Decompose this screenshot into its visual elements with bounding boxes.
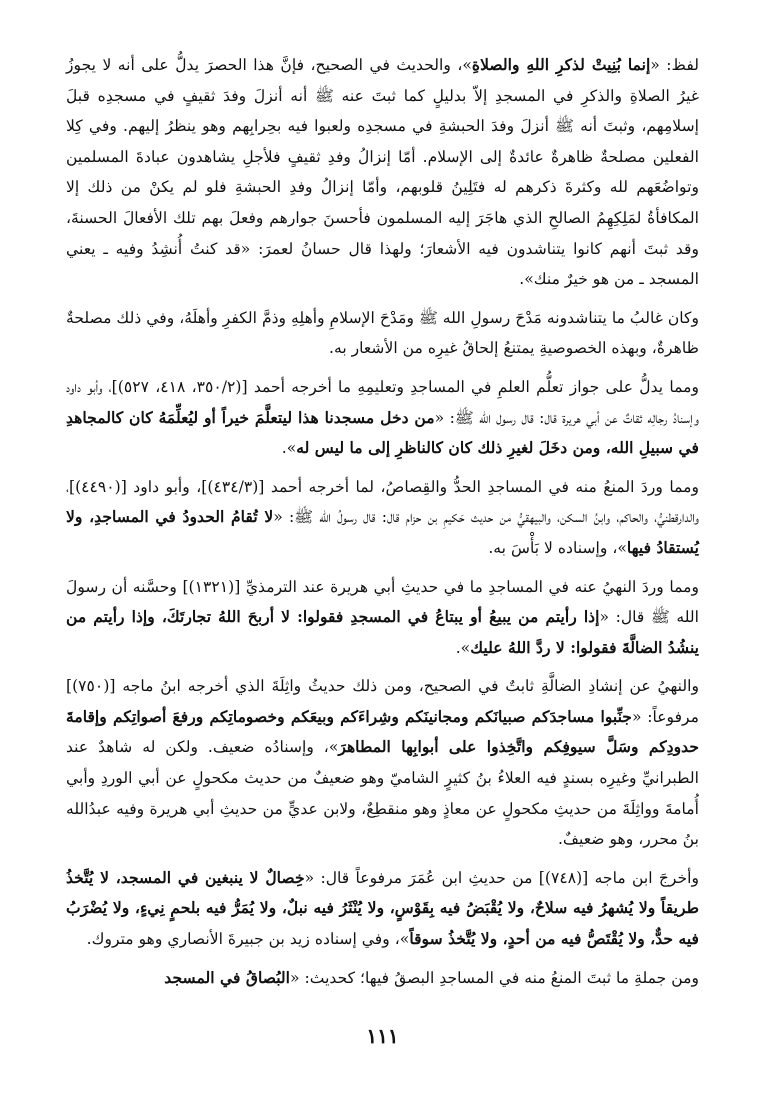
paragraph-text: »، وإسنادُه ضعيف. ولكن له شاهدٌ عند الطبرانيِّ وغيرِه بسندٍ فيه العلاءُ بنُ كثيرٍ الشاميّ وهو ضعيفٌ من حديث مكحولٍ عن أبي الوردِ وأبي أُمامةَ وواثِلَةَ من حديثِ مكحولٍ عن معاذٍ وهو منقطِعٌ، ولابن عديٍّ من حديثِ أبي هريرة وفيه عبدُالله بنُ محرر، وهو ضعيفٌ.: [66, 738, 699, 849]
paragraph-text: ».: [455, 638, 471, 657]
paragraph-text: ».: [281, 439, 297, 458]
page-number: ١١١: [366, 1024, 399, 1048]
paragraph: [66, 372, 699, 464]
paragraph: [66, 671, 699, 855]
paragraph-text: وكان غالبُ ما يتناشدونه مَدْحَ رسولِ الله ﷺ ومَدْحَ الإسلامِ وأهلِهِ وذمَّ الكفرِ وأهلَهُ، وفي ذلك مصلحةٌ ظاهرةٌ، وبهذه الخصوصيةِ يمتنعُ إلحاقُ غيرِه من الأشعار به.: [66, 308, 699, 358]
paragraph-text: لفظ: «: [650, 56, 699, 74]
hadith-quote-text: جنِّبوا مساجدَكم صبيانَكم ومجانينَكم وشِراءَكم وبيعَكم وخصوماتِكم ورفعَ أصواتِكم وإقامةَ حدودِكم وسَلَّ سيوفِكم واتَّخِذوا على أبوابِها المطاهرَ: [66, 706, 699, 757]
hadith-quote-text: البُصاقُ في المسجد: [164, 967, 291, 987]
paragraph-text: ومن جملةِ ما ثبتَ المنعُ منه في المساجدِ البصقُ فيها؛ كحديث: «: [290, 968, 699, 987]
hadith-quote-text: من دخل مسجدنا هذا ليتعلَّمَ خيراً أو ليُعلِّمَهُ كان كالمجاهدِ في سبيلِ الله، ومن دخَلَ لغيرِ ذلك كان كالناظرِ إلى ما ليس له: [66, 407, 699, 458]
paragraph-text: ومما وردَ النهيُ عنه في المساجدِ ما في حديثِ أبي هريرة عند الترمذيِّ [(١٣٢١)] وحسَّنه أن رسولَ الله ﷺ قال: «: [66, 577, 699, 627]
hadith-quote-text: لا تُقامُ الحدودُ في المساجدِ، ولا يُستقادُ فيها: [66, 507, 699, 557]
paragraph: [66, 863, 699, 955]
paragraph-text: وأخرجَ ابن ماجه [(٧٤٨)] من حديثِ ابن عُمَرَ مرفوعاً قال: «: [304, 868, 700, 887]
paragraph-text: »، والحديث في الصحيح، فإنَّ هذا الحصرَ يدلُّ على أنه لا يجوزُ غيرُ الصلاةِ والذكرِ في المسجدِ إلاّ بدليلٍ كما ثبتَ عنه ﷺ أنه أنزلَ وفدَ ثقيفٍ في مسجدِه قبلَ إسلامِهم، وثبتَ أنه ﷺ أنزلَ وفدَ الحبشةِ في مسجدِه ولعبوا فيه بحِرابِهم وهو ينظرُ إليهم. وفي كِلا الفعلين مصلحةٌ ظاهرةٌ عائدةٌ إلى الإسلام. أمّا إنزالُ وفدِ ثقيفٍ فلأجلِ يشاهدون عبادةَ المسلمين وتواضُعَهم لله وكثرةَ ذكرهم له فتَلِينُ قلوبهم، وأمّا إنزالُ وفدِ الحبشةِ فلو لم يكنْ من ذلك إلا المكافأةُ لمَلِكِهِمُ الصالحِ الذي هاجَرَ إليه المسلمون فأحسنَ جوارهم وفعلَ بهم تلك الأفعالَ الحسنةَ، وقد ثبتَ أنهم كانوا يتناشدون فيه الأشعارَ؛ ولهذا قال حسانُ لعمرَ: «قد كنتُ أُنشِدُ وفيه ـ يعني المسجد ـ من هو خيرٌ منك».: [66, 56, 699, 289]
paragraph-text: »، وإسناده لا بَأْسَ به.: [488, 538, 627, 557]
body-text: [66, 50, 699, 993]
paragraph: [66, 572, 699, 664]
hadith-quote-text: خِصالٌ لا ينبغين في المسجد، لا يُتَّخذُ طريقاً ولا يُشهرُ فيه سلاحٌ، ولا يُقْبَضُ فيه بِقَوْسٍ، ولا يُنْثَرُ فيه نبلٌ، ولا يُمَرُّ فيه بلحمٍ نِيءٍ، ولا يُضْرَبُ فيه حدٌّ، ولا يُقْتَصُّ فيه من أحدٍ، ولا يُتَّخذُ سوقاً: [66, 867, 699, 949]
hadith-quote-text: إذا رأيتم من يبيعُ أو يبتاعُ في المسجدِ فقولوا: لا أربحَ اللهُ تجارتَكَ، وإذا رأيتم من ينشُدُ الضالَّةَ فقولوا: لا ردَّ اللهُ عليك: [66, 607, 699, 657]
paragraph-text: »، وفي إسناده زيد بن جبيرةَ الأنصاري وهو متروك.: [86, 930, 410, 949]
paragraph-text: ومما يدلُّ على جواز تعلُّم العلمِ في المساجدِ وتعليمِهِ ما أخرجه أحمد [(٣٥٠/٢، ٤١٨، ٥٢٧)]، وأبو داود وإسنادُ رجالِه ثقاتٌ عن أبي هريرة قال: قال رسول الله ﷺ: «: [66, 377, 699, 427]
paragraph-text: والنهيُ عن إنشادِ الضالَّةِ ثابتٌ في الصحيح، ومن ذلك حديثُ واثِلَةَ الذي أخرجه ابنُ ماجه [(٧٥٠)] مرفوعاً: «: [66, 677, 699, 726]
paragraph: [66, 303, 699, 364]
paragraph: [66, 50, 699, 295]
paragraph: [66, 472, 699, 564]
paragraph: [66, 963, 699, 994]
paragraph-text: ومما وردَ المنعُ منه في المساجدِ الحدُّ والقِصاصُ، لما أخرجه أحمد [(٤٣٤/٣)]، وأبو داود [(٤٤٩٠)]، والدارقطنيُّ، والحاكم، وابنُ السكن، والبيهقيُّ من حديث حَكيمِ بن حزام قال: قال رسولُ الله ﷺ: «: [66, 477, 699, 527]
hadith-quote-text: إنما بُنِيتْ لذكرِ اللهِ والصلاةِ: [471, 55, 651, 74]
